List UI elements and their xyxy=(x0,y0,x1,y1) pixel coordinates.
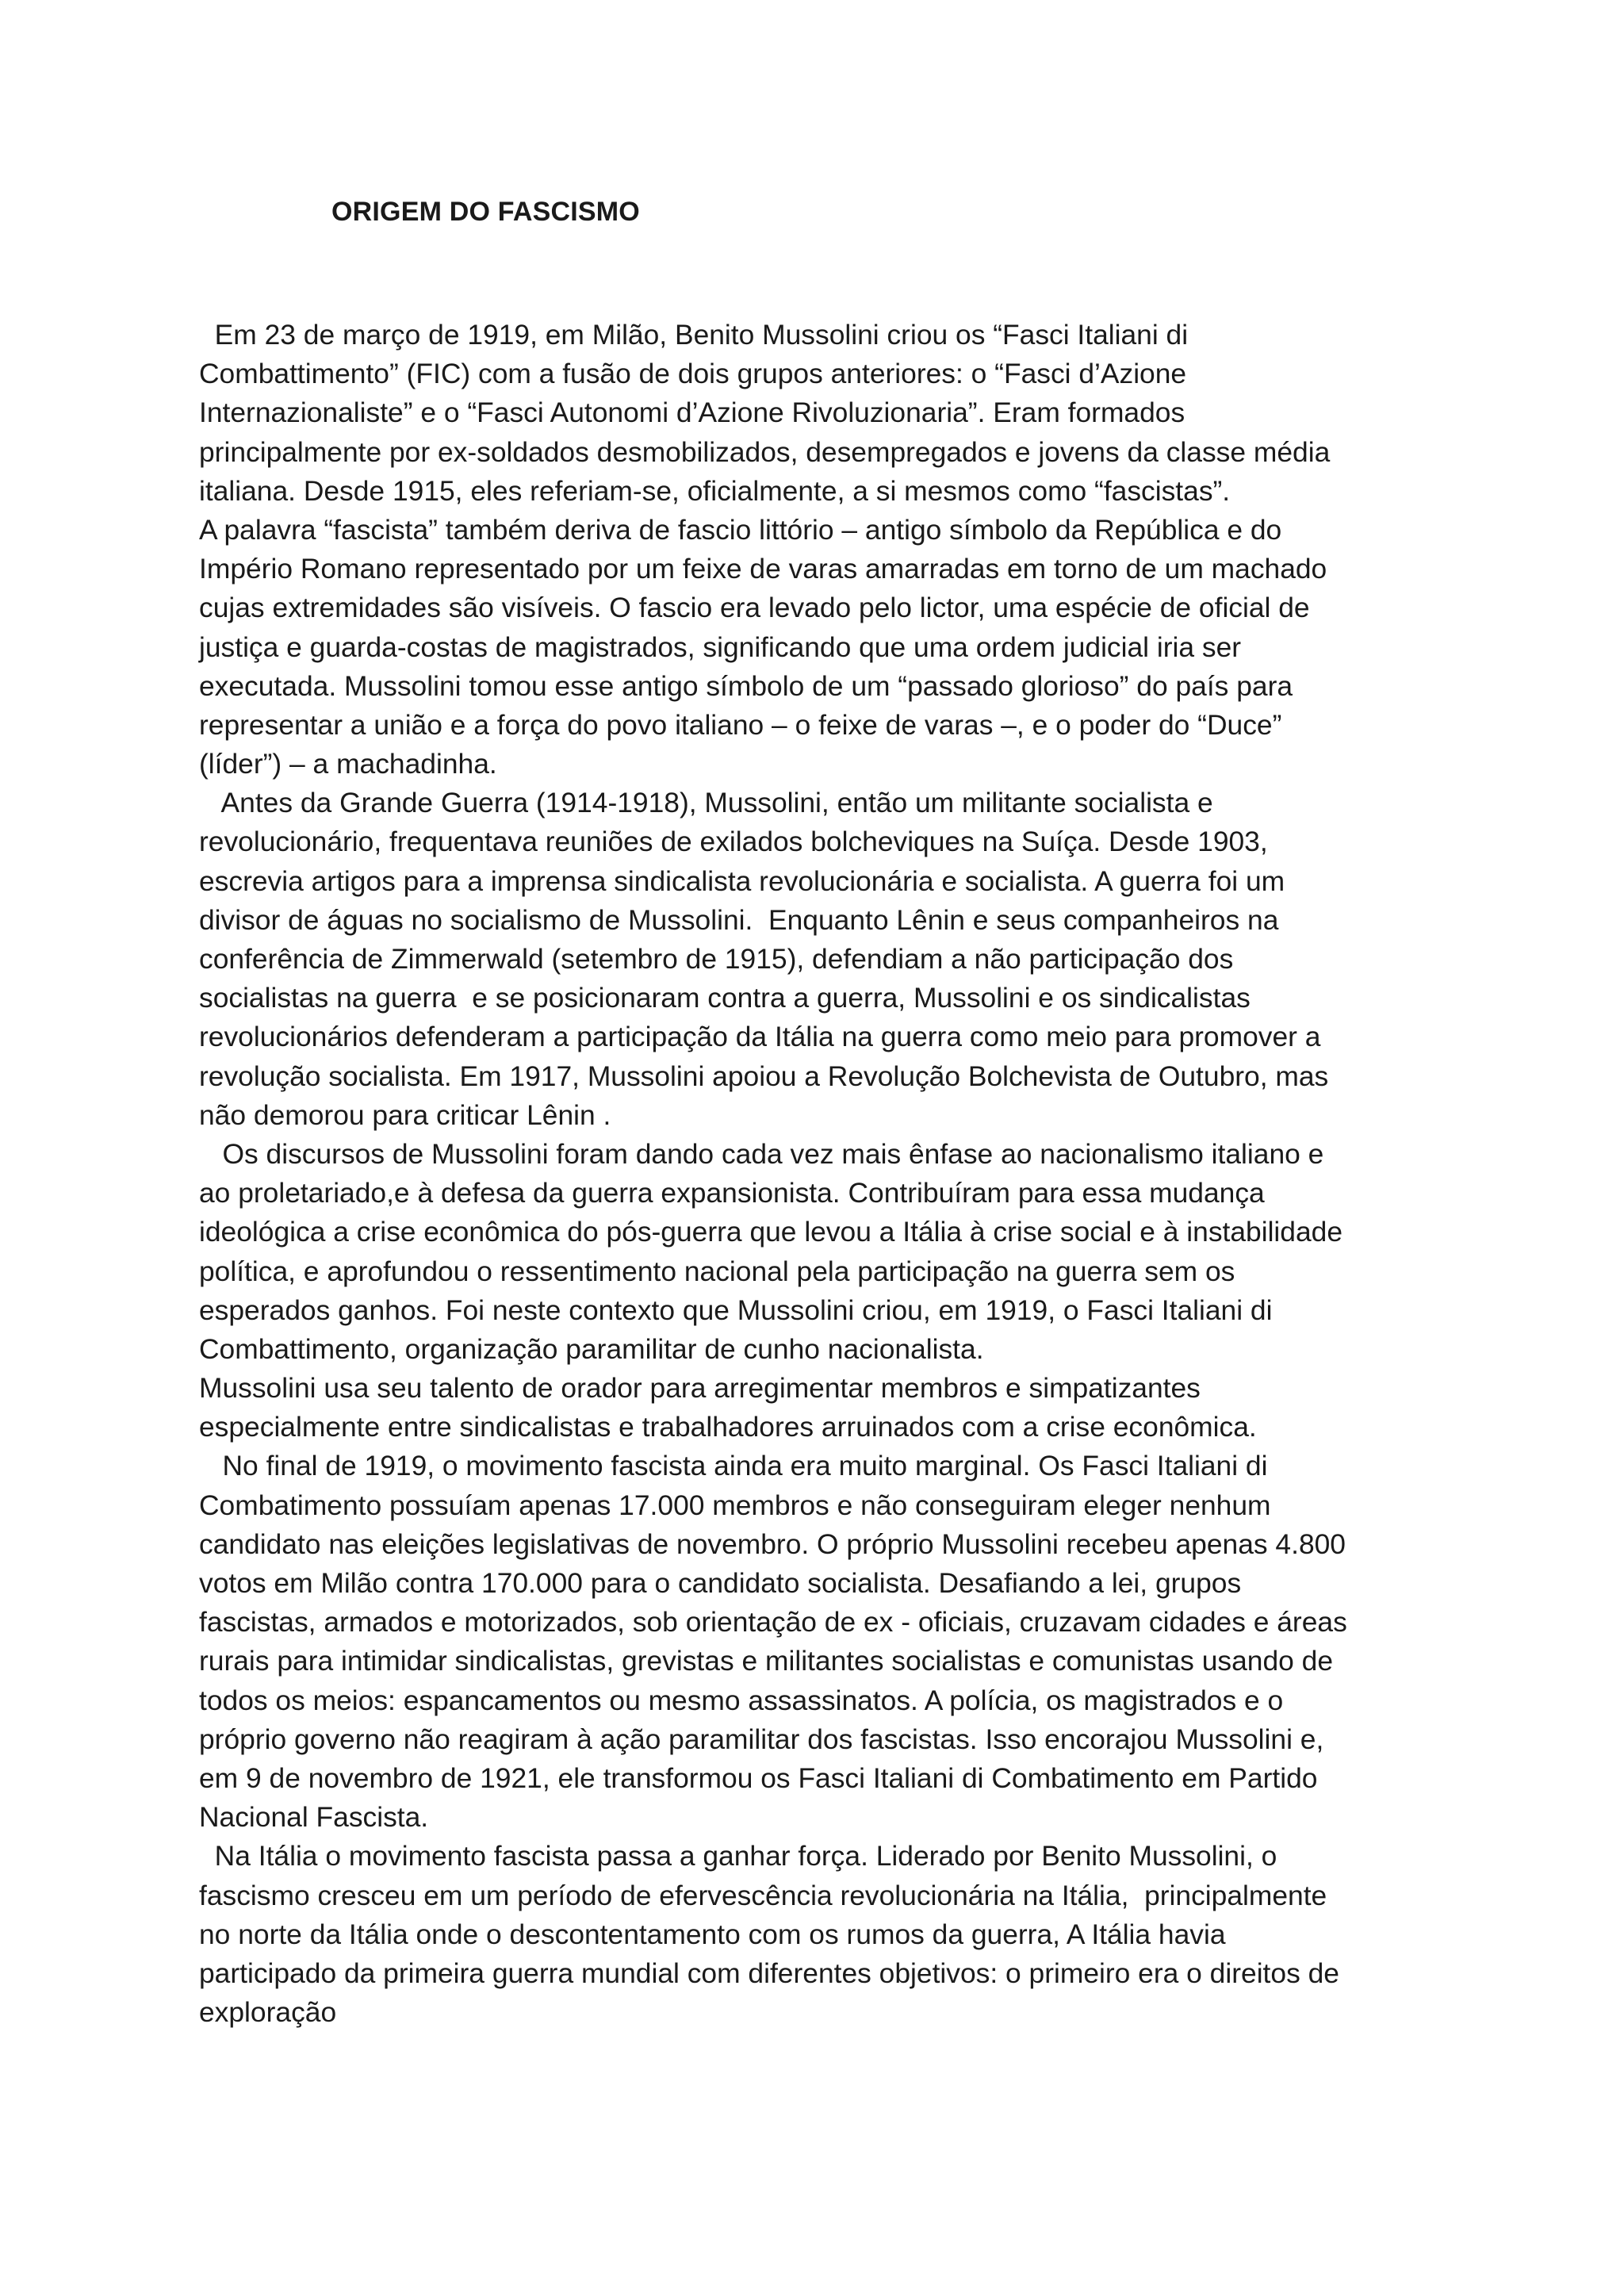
text-line: Os discursos de Mussolini foram dando cada vez mais ênfase ao nacionalismo italiano e xyxy=(199,1137,1324,1170)
text-line: revolução socialista. Em 1917, Mussolini apoiou a Revolução Bolchevista de Outubro, mas xyxy=(199,1060,1329,1092)
text-line: Combattimento, organização paramilitar de cunho nacionalista. xyxy=(199,1332,984,1365)
text-line: Combattimento” (FIC) com a fusão de dois grupos anteriores: o “Fasci d’Azione xyxy=(199,358,1187,390)
document-body xyxy=(199,316,1444,2032)
text-line: conferência de Zimmerwald (setembro de 1915), defendiam a não participação dos xyxy=(199,943,1234,975)
text-line: Nacional Fascista. xyxy=(199,1801,429,1834)
text-line: Em 23 de março de 1919, em Milão, Benito Mussolini criou os “Fasci Italiani di xyxy=(199,319,1189,351)
text-line: Mussolini usa seu talento de orador para arregimentar membros e simpatizantes xyxy=(199,1372,1201,1405)
text-line: socialistas na guerra e se posicionaram contra a guerra, Mussolini e os sindicalistas xyxy=(199,982,1251,1014)
text-line: revolucionários defenderam a participação da Itália na guerra como meio para promover a xyxy=(199,1021,1321,1053)
text-line: rurais para intimidar sindicalistas, grevistas e militantes socialistas e comunistas usando de xyxy=(199,1645,1334,1677)
text-line: próprio governo não reagiram à ação paramilitar dos fascistas. Isso encorajou Mussolini e, xyxy=(199,1723,1324,1755)
document-title: ORIGEM DO FASCISMO xyxy=(331,197,640,227)
text-line: A palavra “fascista” também deriva de fascio littório – antigo símbolo da República e do xyxy=(199,513,1282,546)
text-line: fascistas, armados e motorizados, sob orientação de ex - oficiais, cruzavam cidades e áreas xyxy=(199,1606,1347,1639)
text-line: ao proletariado,e à defesa da guerra expansionista. Contribuíram para essa mudança xyxy=(199,1177,1265,1209)
text-line: no norte da Itália onde o descontentamento com os rumos da guerra, A Itália havia xyxy=(199,1918,1226,1950)
text-line: (líder”) – a machadinha. xyxy=(199,748,497,780)
text-line: escrevia artigos para a imprensa sindicalista revolucionária e socialista. A guerra foi um xyxy=(199,864,1285,897)
text-line: Na Itália o movimento fascista passa a ganhar força. Liderado por Benito Mussolini, o xyxy=(199,1840,1277,1872)
text-line: revolucionário, frequentava reuniões de exilados bolcheviques na Suíça. Desde 1903, xyxy=(199,826,1268,858)
text-line: fascismo cresceu em um período de efervescência revolucionária na Itália, principalmente xyxy=(199,1879,1327,1911)
text-line: italiana. Desde 1915, eles referiam-se, oficialmente, a si mesmos como “fascistas”. xyxy=(199,474,1231,507)
text-line: divisor de águas no socialismo de Mussolini. Enquanto Lênin e seus companheiros na xyxy=(199,903,1279,936)
text-line: especialmente entre sindicalistas e trabalhadores arruinados com a crise econômica. xyxy=(199,1411,1257,1443)
text-line: executada. Mussolini tomou esse antigo símbolo de um “passado glorioso” do país para xyxy=(199,669,1293,702)
text-line: todos os meios: espancamentos ou mesmo assassinatos. A polícia, os magistrados e o xyxy=(199,1684,1284,1716)
text-line: esperados ganhos. Foi neste contexto que Mussolini criou, em 1919, o Fasci Italiani di xyxy=(199,1294,1273,1326)
text-line: exploração xyxy=(199,1996,337,2029)
text-line: política, e aprofundou o ressentimento nacional pela participação na guerra sem os xyxy=(199,1255,1235,1287)
text-line: Internazionaliste” e o “Fasci Autonomi d’Azione Rivoluzionaria”. Eram formados xyxy=(199,397,1185,429)
text-line: No final de 1919, o movimento fascista ainda era muito marginal. Os Fasci Italiani di xyxy=(199,1450,1268,1482)
text-line: em 9 de novembro de 1921, ele transformou os Fasci Italiani di Combatimento em Partido xyxy=(199,1761,1318,1794)
text-line: não demorou para criticar Lênin . xyxy=(199,1098,611,1131)
text-line: ideológica a crise econômica do pós-guerra que levou a Itália à crise social e à instabilidade xyxy=(199,1216,1343,1248)
text-line: justiça e guarda-costas de magistrados, significando que uma ordem judicial iria ser xyxy=(199,631,1242,663)
text-line: Combatimento possuíam apenas 17.000 membros e não conseguiram eleger nenhum xyxy=(199,1489,1271,1521)
text-line: participado da primeira guerra mundial com diferentes objetivos: o primeiro era o direitos de xyxy=(199,1957,1339,1989)
text-line: cujas extremidades são visíveis. O fascio era levado pelo lictor, uma espécie de oficial de xyxy=(199,592,1310,624)
text-line: candidato nas eleições legislativas de novembro. O próprio Mussolini recebeu apenas 4.800 xyxy=(199,1527,1346,1560)
text-line: Império Romano representado por um feixe de varas amarradas em torno de um machado xyxy=(199,553,1327,585)
text-line: representar a união e a força do povo italiano – o feixe de varas –, e o poder do “Duce” xyxy=(199,708,1282,741)
text-line: Antes da Grande Guerra (1914-1918), Mussolini, então um militante socialista e xyxy=(199,787,1213,819)
text-line: votos em Milão contra 170.000 para o candidato socialista. Desafiando a lei, grupos xyxy=(199,1567,1242,1599)
text-line: principalmente por ex-soldados desmobilizados, desempregados e jovens da classe média xyxy=(199,435,1331,468)
